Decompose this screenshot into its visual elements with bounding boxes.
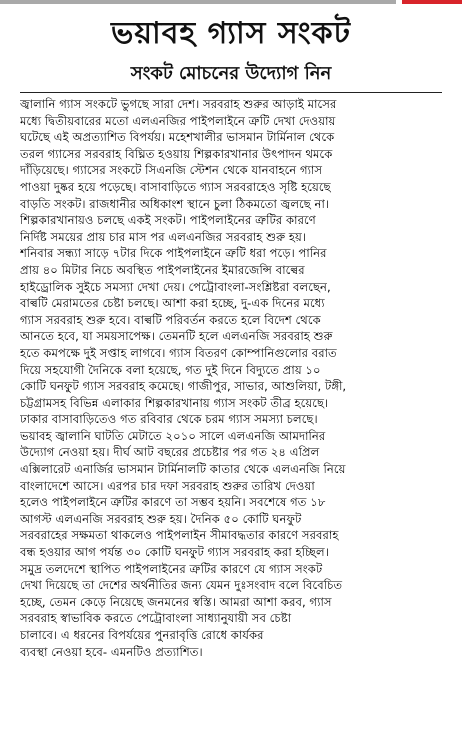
article-line: আগস্ট এলএনজি সরবরাহ শুরু হয়। দৈনিক ৫০ কোটি ঘনফুট	[20, 511, 302, 526]
article-line: দাঁড়িয়েছে। গ্যাসের সংকটে সিএনজি স্টেশন থেকে যানবাহনে গ্যাস	[20, 163, 323, 178]
article-line: ব্যবস্থা নেওয়া হবে- এমনটিও প্রত্যাশিত।	[20, 644, 203, 659]
article-line: উদ্যোগ নেওয়া হয়। দীর্ঘ আট বছরের প্রচেষ্টার পর গত ২৪ এপ্রিল	[20, 445, 320, 460]
headline-divider	[20, 92, 442, 93]
subheadline: সংকট মোচনের উদ্যোগ নিন	[130, 63, 332, 84]
article-line: সরবরাহ স্বাভাবিক করতে পেট্রোবাংলা সাধ্যানুযায়ী সব চেষ্টা	[20, 611, 292, 626]
article-body	[20, 96, 442, 746]
article-line: বাংলাদেশে আসে। এরপর চার দফা সরবরাহ শুরুর তারিখ দেওয়া	[20, 478, 315, 493]
article-line: আনতে হবে, যা সময়সাপেক্ষ। তেমনটি হলে এলএনজি সরবরাহ শুরু	[20, 329, 333, 344]
article-line: সমুদ্র তলদেশে স্থাপিত পাইপলাইনের ত্রুটির কারণে যে গ্যাস সংকট	[20, 561, 323, 576]
article-line: ভয়াবহ জ্বালানি ঘাটতি মেটাতে ২০১০ সালে এলএনজি আমদানির	[20, 428, 326, 443]
article-line: পাওয়া দুষ্কর হয়ে পড়েছে। বাসাবাড়িতে গ্যাস সরবরাহেও সৃষ্টি হয়েছে	[20, 179, 331, 194]
article-line: নির্দিষ্ট সময়ের প্রায় চার মাস পর এলএনজির সরবরাহ শুরু হয়।	[20, 229, 307, 244]
article-line: হলেও পাইপলাইনে ত্রুটির কারণে তা সম্ভব হয়নি। সবশেষে গত ১৮	[20, 495, 326, 510]
top-color-rule	[0, 0, 462, 4]
article-line: মধ্যে দ্বিতীয়বারের মতো এলএনজির পাইপলাইনে ত্রুটি দেখা দেওয়ায়	[20, 113, 336, 128]
article-line: শিল্পকারখানায়ও চলছে একই সংকট। পাইপলাইনের ত্রুটির কারণে	[20, 213, 316, 228]
article-line: শনিবার সন্ধ্যা সাড়ে ৭টার দিকে পাইপলাইনে ত্রুটি ধরা পড়ে। পানির	[20, 246, 327, 261]
article-line: বাড়তি সংকট। রাজধানীর অধিকাংশ স্থানে চুলা ঠিকমতো জ্বলছে না।	[20, 196, 330, 211]
top-rule-red	[402, 0, 462, 4]
article-line: ঘটেছে এই অপ্রত্যাশিত বিপর্যয়। মহেশখালীর ভাসমান টার্মিনাল থেকে	[20, 130, 335, 145]
article-line: দেখা দিয়েছে তা দেশের অর্থনীতির জন্য যেমন দুঃসংবাদ বলে বিবেচিত	[20, 578, 343, 593]
article-line: প্রায় ৪০ মিটার নিচে অবস্থিত পাইপলাইনের ইমারজেন্সি বাল্বের	[20, 262, 305, 277]
article-line: চট্টগ্রামসহ বিভিন্ন এলাকার শিল্পকারখানায় গ্যাস সংকট তীব্র হয়েছে।	[20, 395, 329, 410]
article-line: সরবরাহের সক্ষমতা থাকলেও পাইপলাইন সীমাবদ্ধতার কারণে সরবরাহ	[20, 528, 339, 543]
article-line: হাইড্রোলিক সুইচে সমস্যা দেখা দেয়। পেট্রোবাংলা-সংশ্লিষ্টরা বলছেন,	[20, 279, 331, 294]
article-line: বাল্বটি মেরামতের চেষ্টা চলছে। আশা করা হচ্ছে, দু-এক দিনের মধ্যে	[20, 296, 325, 311]
article-line: জ্বালানি গ্যাস সংকটে ভুগছে সারা দেশ। সরবরাহ শুরুর আড়াই মাসের	[20, 97, 337, 111]
top-rule-gray	[0, 0, 396, 4]
article-line: হতে কমপক্ষে দুই সপ্তাহ লাগবে। গ্যাস বিতরণ কোম্পানিগুলোর বরাত	[20, 345, 337, 360]
article-line: এক্সিলারেট এনার্জির ভাসমান টার্মিনালটি কাতার থেকে এলএনজি নিয়ে	[20, 462, 346, 477]
article-line: ঢাকার বাসাবাড়িতেও গত রবিবার থেকে চরম গ্যাস সমস্যা চলছে।	[20, 412, 318, 427]
article-line: বন্ধ হওয়ার আগ পর্যন্ত ৩০ কোটি ঘনফুট গ্যাস সরবরাহ করা হচ্ছিল।	[20, 545, 329, 560]
article-line: কোটি ঘনফুট গ্যাস সরবরাহ কমেছে। গাজীপুর, সাভার, আশুলিয়া, টঙ্গী,	[20, 379, 347, 394]
article-line: চালাবে। এ ধরনের বিপর্যয়ের পুনরাবৃত্তি রোধে কার্যকর	[20, 628, 264, 642]
article-line: গ্যাস সরবরাহ শুরু হবে। বাল্বটি পরিবর্তন করতে হলে বিদেশ থেকে	[20, 312, 321, 327]
article-line: হচ্ছে, তেমন কেড়ে নিয়েছে জনমনের স্বস্তি। আমরা আশা করব, গ্যাস	[20, 594, 332, 609]
headline: ভয়াবহ গ্যাস সংকট	[110, 16, 352, 51]
article-line: তরল গ্যাসের সরবরাহ বিঘ্নিত হওয়ায় শিল্পকারখানার উৎপাদন থমকে	[20, 146, 333, 161]
article-line: দিয়ে সহযোগী দৈনিকে বলা হয়েছে, গত দুই দিনে বিদ্যুতে প্রায় ১০	[20, 362, 321, 377]
